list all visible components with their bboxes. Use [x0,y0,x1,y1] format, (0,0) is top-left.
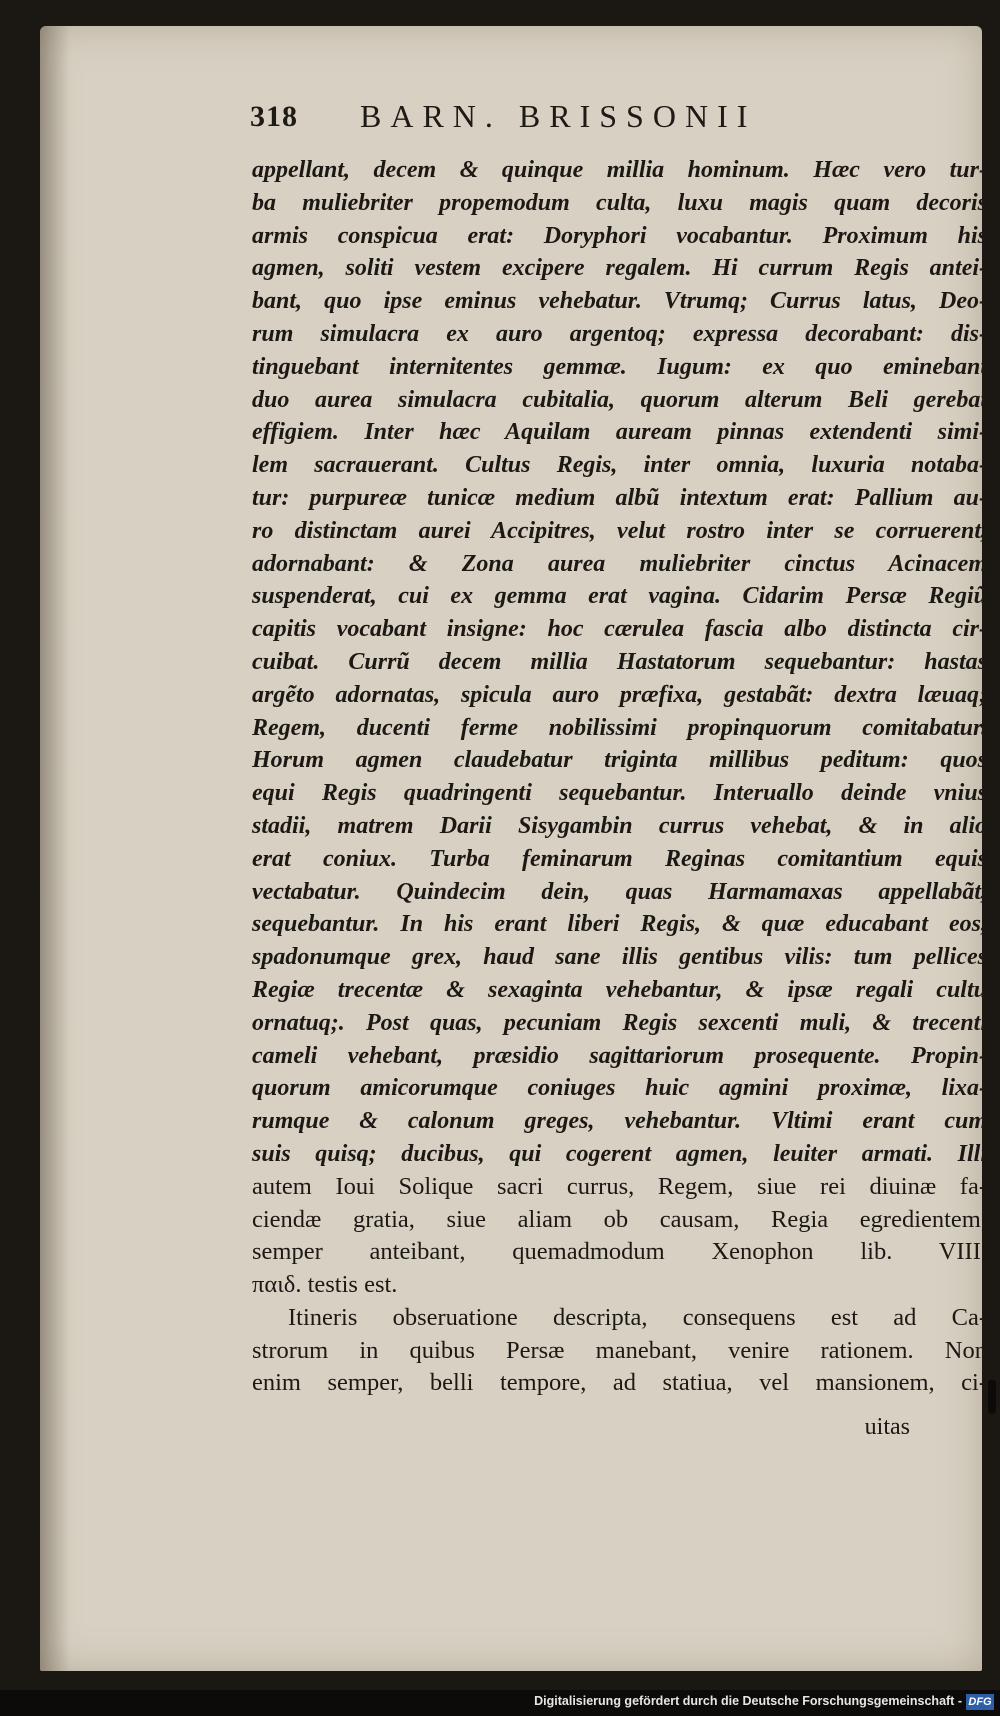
text-line: cameli vehebant, præsidio sagittariorum prosequente. Propin- [252,1042,987,1069]
text-line: ba muliebriter propemodum culta, luxu magis quam decoris [252,189,987,216]
text-line: duo aurea simulacra cubitalia, quorum alterum Beli gerebat [252,386,987,413]
book-page [40,26,987,1671]
digitization-footer [0,1690,1000,1716]
dfg-logo-icon: DFG [966,1694,994,1710]
page-number: 318 [250,100,298,133]
catchword: uitas [864,1414,910,1440]
text-line: autem Ioui Solique sacri currus, Regem, siue rei diuinæ fa- [252,1172,987,1200]
text-line: Regem, ducenti ferme nobilissimi propinquorum comitabatur. [252,714,987,741]
page-header [250,98,840,138]
text-line: rum simulacra ex auro argentoq; expressa decorabant: dis- [252,320,987,347]
text-line: adornabant: & Zona aurea muliebriter cinctus Acinacem [252,550,987,577]
text-line: tur: purpureæ tunicæ medium albũ intextum erat: Pallium au- [252,484,987,511]
text-line: bant, quo ipse eminus vehebatur. Vtrumq; Currus latus, Deo- [252,288,987,315]
text-line: Horum agmen claudebatur triginta millibus peditum: quos [252,747,987,774]
text-line: Regiæ trecentæ & sexaginta vehebantur, & ipsæ regali cultu [252,976,987,1003]
text-line: sequebantur. In his erant liberi Regis, & quæ educabant eos, [252,911,987,938]
body-text [252,154,987,1400]
text-line: ciendæ gratia, siue aliam ob causam, Regia egredientem, [252,1205,987,1233]
text-line: appellant, decem & quinque millia hominum. Hæc vero tur- [252,157,987,183]
text-line: strorum in quibus Persæ manebant, venire rationem. Non [252,1336,987,1364]
page-gutter-shadow [40,26,70,1671]
text-line: suis quisq; ducibus, qui cogerent agmen, leuiter armati. Illi [252,1140,987,1167]
text-line: armis conspicua erat: Doryphori vocabantur. Proximum his [252,222,987,249]
text-line: ro distinctam aurei Accipitres, velut rostro inter se corruerent, [252,517,987,544]
paragraph-start-line: Itineris obseruatione descripta, consequens est ad Ca- [288,1303,987,1331]
page-edge-mark [988,1380,996,1414]
text-line: suspenderat, cui ex gemma erat vagina. Cidarim Persæ Regiũ [252,583,987,610]
text-line: rumque & calonum greges, vehebantur. Vltimi erant cum [252,1108,987,1135]
text-line: effigiem. Inter hæc Aquilam auream pinnas extendenti simi- [252,419,987,446]
text-line: semper anteibant, quemadmodum Xenophon lib. VIII. [252,1238,987,1266]
text-line: erat coniux. Turba feminarum Reginas comitantium equis [252,845,987,872]
running-head: BARN. BRISSONII [360,98,757,134]
text-line: enim semper, belli tempore, ad statiua, vel mansionem, ci- [252,1369,987,1397]
text-line: lem sacrauerant. Cultus Regis, inter omnia, luxuria notaba- [252,452,987,479]
text-line: spadonumque grex, haud sane illis gentibus vilis: tum pellices [252,944,987,971]
text-line: cuibat. Currũ decem millia Hastatorum sequebantur: hastas [252,648,987,675]
text-line: stadii, matrem Darii Sisygambin currus vehebat, & in alio [252,812,987,839]
text-line: vectabatur. Quindecim dein, quas Harmamaxas appellabãt, [252,878,987,905]
text-line: tinguebant internitentes gemmæ. Iugum: ex quo eminebant [252,353,987,380]
text-line: equi Regis quadringenti sequebantur. Interuallo deinde vnius [252,780,987,807]
footer-credit: Digitalisierung gefördert durch die Deutsche Forschungsgemeinschaft - [534,1694,962,1708]
text-line: quorum amicorumque coniuges huic agmini proximæ, lixa- [252,1075,987,1102]
text-line: capitis vocabant insigne: hoc cærulea fascia albo distincta cir- [252,616,987,643]
text-line: παιδ. testis est. [252,1271,398,1299]
text-line: ornatuq;. Post quas, pecuniam Regis sexcenti muli, & trecenti [252,1009,987,1036]
text-line: argẽto adornatas, spicula auro præfixa, gestabãt: dextra læuaq; [252,681,987,708]
text-line: agmen, soliti vestem excipere regalem. Hi currum Regis antei- [252,255,987,282]
